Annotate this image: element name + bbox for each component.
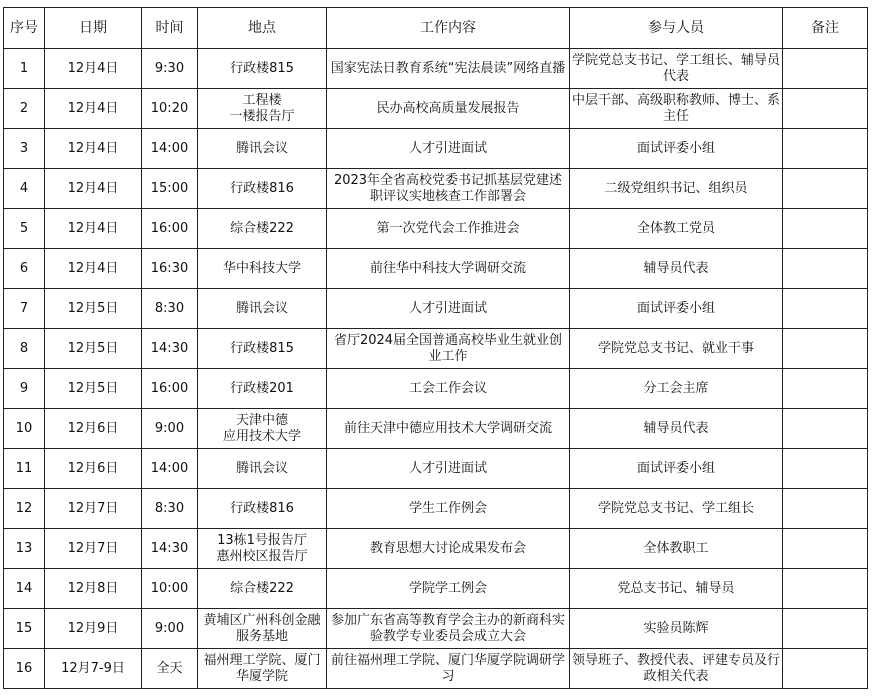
cell-date: 12月6日 xyxy=(45,449,142,489)
cell-location: 行政楼816 xyxy=(198,489,327,529)
cell-date: 12月5日 xyxy=(45,289,142,329)
table-row xyxy=(4,409,868,449)
column-header-date: 日期 xyxy=(45,8,142,49)
column-header-notes: 备注 xyxy=(783,8,868,49)
cell-notes xyxy=(783,489,868,529)
cell-content: 第一次党代会工作推进会 xyxy=(327,209,570,249)
cell-participants: 实验员陈辉 xyxy=(570,609,783,649)
cell-date: 12月5日 xyxy=(45,329,142,369)
cell-content: 人才引进面试 xyxy=(327,289,570,329)
cell-content: 前往福州理工学院、厦门华厦学院调研学习 xyxy=(327,649,570,689)
cell-participants: 面试评委小组 xyxy=(570,289,783,329)
cell-notes xyxy=(783,249,868,289)
cell-participants: 学院党总支书记、学工组长 xyxy=(570,489,783,529)
cell-index: 6 xyxy=(4,249,45,289)
cell-index: 16 xyxy=(4,649,45,689)
cell-time: 9:30 xyxy=(142,49,198,89)
cell-location: 工程楼 一楼报告厅 xyxy=(198,89,327,129)
cell-time: 8:30 xyxy=(142,289,198,329)
schedule-table xyxy=(3,7,868,689)
table-row xyxy=(4,609,868,649)
cell-time: 14:30 xyxy=(142,529,198,569)
cell-location: 综合楼222 xyxy=(198,209,327,249)
table-row xyxy=(4,649,868,689)
cell-participants: 学院党总支书记、学工组长、辅导员代表 xyxy=(570,49,783,89)
cell-notes xyxy=(783,209,868,249)
cell-notes xyxy=(783,329,868,369)
cell-time: 14:00 xyxy=(142,129,198,169)
cell-index: 2 xyxy=(4,89,45,129)
cell-content: 2023年全省高校党委书记抓基层党建述职评议实地核查工作部署会 xyxy=(327,169,570,209)
cell-date: 12月4日 xyxy=(45,49,142,89)
cell-location: 行政楼816 xyxy=(198,169,327,209)
cell-participants: 全体教职工 xyxy=(570,529,783,569)
cell-content: 人才引进面试 xyxy=(327,449,570,489)
table-row xyxy=(4,209,868,249)
cell-date: 12月8日 xyxy=(45,569,142,609)
cell-participants: 中层干部、高级职称教师、博士、系主任 xyxy=(570,89,783,129)
cell-time: 9:00 xyxy=(142,609,198,649)
cell-time: 9:00 xyxy=(142,409,198,449)
cell-time: 14:00 xyxy=(142,449,198,489)
cell-notes xyxy=(783,129,868,169)
column-header-participants: 参与人员 xyxy=(570,8,783,49)
cell-date: 12月4日 xyxy=(45,89,142,129)
cell-time: 16:00 xyxy=(142,209,198,249)
cell-location: 腾讯会议 xyxy=(198,289,327,329)
cell-notes xyxy=(783,169,868,209)
table-body xyxy=(4,49,868,689)
cell-location: 黄埔区广州科创金融服务基地 xyxy=(198,609,327,649)
cell-content: 国家宪法日教育系统“宪法晨读”网络直播 xyxy=(327,49,570,89)
cell-location: 福州理工学院、厦门华厦学院 xyxy=(198,649,327,689)
cell-location: 行政楼815 xyxy=(198,329,327,369)
cell-date: 12月7-9日 xyxy=(45,649,142,689)
cell-index: 13 xyxy=(4,529,45,569)
table-row xyxy=(4,489,868,529)
cell-content: 省厅2024届全国普通高校毕业生就业创业工作 xyxy=(327,329,570,369)
cell-index: 8 xyxy=(4,329,45,369)
cell-content: 前往天津中德应用技术大学调研交流 xyxy=(327,409,570,449)
cell-date: 12月6日 xyxy=(45,409,142,449)
table-row xyxy=(4,49,868,89)
cell-notes xyxy=(783,649,868,689)
cell-index: 10 xyxy=(4,409,45,449)
table-row xyxy=(4,449,868,489)
cell-index: 15 xyxy=(4,609,45,649)
cell-time: 15:00 xyxy=(142,169,198,209)
cell-date: 12月5日 xyxy=(45,369,142,409)
table-row xyxy=(4,529,868,569)
cell-content: 学生工作例会 xyxy=(327,489,570,529)
column-header-time: 时间 xyxy=(142,8,198,49)
cell-index: 1 xyxy=(4,49,45,89)
cell-index: 11 xyxy=(4,449,45,489)
cell-location: 华中科技大学 xyxy=(198,249,327,289)
cell-content: 民办高校高质量发展报告 xyxy=(327,89,570,129)
cell-notes xyxy=(783,289,868,329)
cell-content: 教育思想大讨论成果发布会 xyxy=(327,529,570,569)
cell-time: 全天 xyxy=(142,649,198,689)
cell-index: 14 xyxy=(4,569,45,609)
cell-time: 8:30 xyxy=(142,489,198,529)
cell-location: 腾讯会议 xyxy=(198,129,327,169)
cell-notes xyxy=(783,569,868,609)
cell-participants: 辅导员代表 xyxy=(570,249,783,289)
cell-notes xyxy=(783,89,868,129)
table-row xyxy=(4,249,868,289)
cell-index: 5 xyxy=(4,209,45,249)
cell-location: 综合楼222 xyxy=(198,569,327,609)
cell-participants: 党总支书记、辅导员 xyxy=(570,569,783,609)
cell-location: 天津中德 应用技术大学 xyxy=(198,409,327,449)
column-header-index: 序号 xyxy=(4,8,45,49)
column-header-content: 工作内容 xyxy=(327,8,570,49)
cell-index: 9 xyxy=(4,369,45,409)
cell-location: 行政楼201 xyxy=(198,369,327,409)
cell-participants: 领导班子、教授代表、评建专员及行政相关代表 xyxy=(570,649,783,689)
cell-date: 12月4日 xyxy=(45,209,142,249)
cell-participants: 面试评委小组 xyxy=(570,129,783,169)
table-row xyxy=(4,169,868,209)
cell-notes xyxy=(783,369,868,409)
cell-date: 12月7日 xyxy=(45,489,142,529)
cell-participants: 学院党总支书记、就业干事 xyxy=(570,329,783,369)
cell-time: 16:00 xyxy=(142,369,198,409)
cell-date: 12月7日 xyxy=(45,529,142,569)
column-header-location: 地点 xyxy=(198,8,327,49)
cell-location: 腾讯会议 xyxy=(198,449,327,489)
cell-location: 13栋1号报告厅 惠州校区报告厅 xyxy=(198,529,327,569)
table-row xyxy=(4,89,868,129)
cell-content: 前往华中科技大学调研交流 xyxy=(327,249,570,289)
cell-participants: 分工会主席 xyxy=(570,369,783,409)
cell-content: 人才引进面试 xyxy=(327,129,570,169)
cell-date: 12月4日 xyxy=(45,249,142,289)
cell-index: 12 xyxy=(4,489,45,529)
cell-time: 10:00 xyxy=(142,569,198,609)
cell-notes xyxy=(783,449,868,489)
cell-content: 学院学工例会 xyxy=(327,569,570,609)
cell-date: 12月4日 xyxy=(45,169,142,209)
cell-index: 7 xyxy=(4,289,45,329)
cell-date: 12月4日 xyxy=(45,129,142,169)
cell-time: 16:30 xyxy=(142,249,198,289)
cell-notes xyxy=(783,49,868,89)
cell-participants: 二级党组织书记、组织员 xyxy=(570,169,783,209)
cell-time: 10:20 xyxy=(142,89,198,129)
cell-participants: 辅导员代表 xyxy=(570,409,783,449)
header-row xyxy=(4,8,868,49)
cell-content: 参加广东省高等教育学会主办的新商科实验教学专业委员会成立大会 xyxy=(327,609,570,649)
cell-participants: 全体教工党员 xyxy=(570,209,783,249)
cell-notes xyxy=(783,609,868,649)
cell-participants: 面试评委小组 xyxy=(570,449,783,489)
table-row xyxy=(4,289,868,329)
cell-location: 行政楼815 xyxy=(198,49,327,89)
cell-time: 14:30 xyxy=(142,329,198,369)
sheet-edge xyxy=(868,7,873,697)
cell-notes xyxy=(783,529,868,569)
table-row xyxy=(4,329,868,369)
cell-date: 12月9日 xyxy=(45,609,142,649)
table-row xyxy=(4,129,868,169)
table-row xyxy=(4,369,868,409)
cell-index: 4 xyxy=(4,169,45,209)
cell-notes xyxy=(783,409,868,449)
cell-index: 3 xyxy=(4,129,45,169)
table-row xyxy=(4,569,868,609)
cell-content: 工会工作会议 xyxy=(327,369,570,409)
